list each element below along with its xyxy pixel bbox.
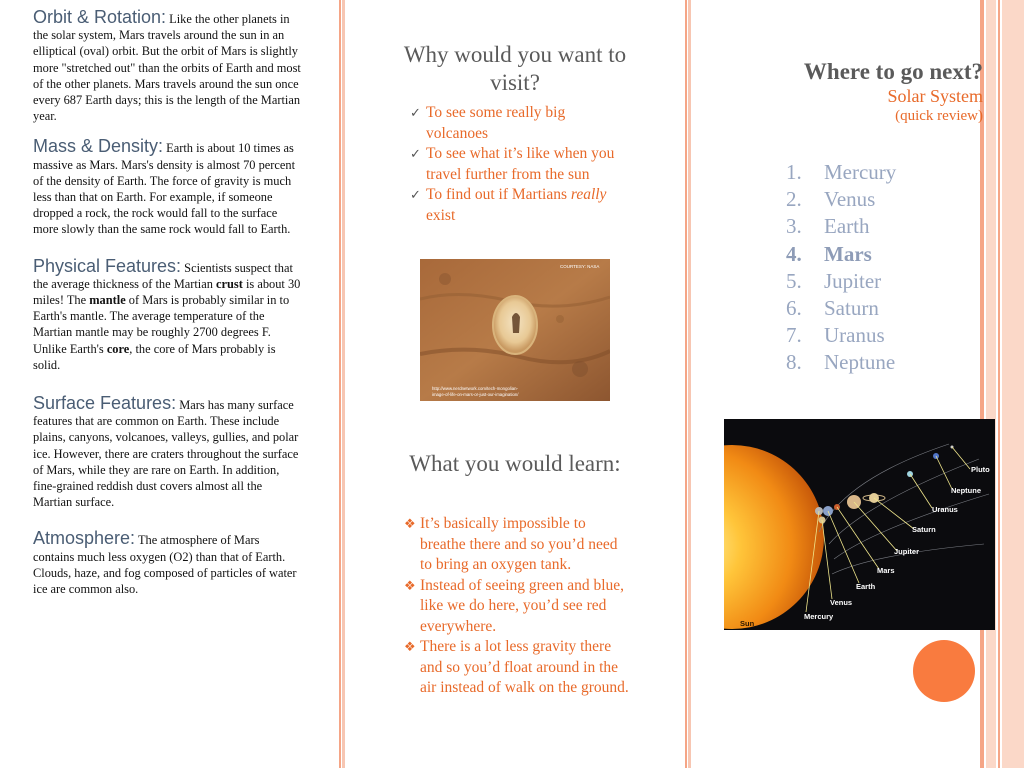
decor-stripe: [986, 0, 996, 768]
diagram-label: Neptune: [951, 486, 981, 495]
planet-item-current: 4. Mars: [786, 241, 872, 266]
fact-section-mass: [33, 138, 301, 237]
section-heading: Mass & Density:: [33, 136, 164, 157]
planet-item: 7. Uranus: [786, 323, 885, 348]
column-divider: [685, 0, 691, 768]
diagram-label: Sun: [740, 619, 755, 628]
where-next-subtitle: Solar System: [887, 86, 983, 106]
diamond-bullet-icon: ❖: [404, 516, 416, 531]
photo-url-line: http://www.nerdnetwork.com/tech-mongolian-: [432, 386, 518, 391]
fact-section-physical: [33, 255, 301, 373]
diagram-label: Uranus: [932, 505, 958, 514]
list-item: ❖ It’s basically impossible to breathe there and so you’d need to bring an oxygen tank.: [404, 515, 618, 573]
checkmark-icon: ✓: [410, 187, 421, 202]
section-heading: Physical Features:: [33, 255, 182, 276]
list-item: ✓ To see some really big volcanoes: [410, 104, 566, 142]
visit-reasons-list: [406, 103, 621, 226]
fact-section-surface: [33, 395, 301, 510]
learn-title: What you would learn:: [409, 451, 621, 476]
diagram-label: Earth: [856, 582, 876, 591]
diagram-label: Venus: [830, 598, 853, 607]
list-item: ❖ There is a lot less gravity there and so you’d float around in the air instead of walk on the ground.: [404, 638, 629, 696]
planet-item: 5. Jupiter: [786, 268, 882, 293]
diamond-bullet-icon: ❖: [404, 577, 416, 593]
list-item: ✓ To find out if Martians really exist: [410, 186, 607, 224]
mars-facts-column: [33, 9, 301, 611]
section-text: Like the other planets in the solar system, Mars travels around the sun in an elliptical (oval) orbit. But the orbit of Mars is slightly more "stretched out" than the orbits of Earth and most of the other planets. Mars travels around the sun once every 687 Earth days; this is the length of the Martian year.: [33, 12, 301, 124]
list-item: ❖ Instead of seeing green and blue, like we do here, you’d see red everywhere.: [404, 576, 625, 635]
fact-section-orbit: [33, 9, 301, 124]
photo-url-line: image-of-life-on-mars-or-just-our-imagination/: [432, 392, 519, 397]
where-next-header: [804, 58, 983, 126]
section-text: Mars has many surface features that are common on Earth. These include plains, canyons, volcanoes, valleys, gullies, and polar ice. However, there are craters throughout the surface of Mars, while they are rare on Earth. In addition, fine-grained reddish dust covers almost all the Martian surface.: [33, 398, 299, 510]
photo-credit: COURTESY: NASA: [560, 264, 600, 269]
diagram-label: Saturn: [912, 525, 936, 534]
section-heading: Orbit & Rotation:: [33, 7, 167, 27]
planet-list: [786, 159, 896, 377]
checkmark-icon: ✓: [410, 146, 421, 161]
photo-url: [432, 386, 519, 397]
section-text: Earth is about 10 times as massive as Mars. Mars's density is almost 70 percent of the density of Earth. The force of gravity is much less than that on Earth. For example, if someone dropped a rock, the rock would fall to the surface more slowly than the same rock would fall to Earth.: [33, 141, 296, 237]
planet-item: 8. Neptune: [786, 350, 896, 375]
where-next-title: Where to go next?: [803, 59, 983, 84]
checkmark-icon: ✓: [410, 105, 421, 120]
solar-system-diagram: [724, 419, 995, 630]
planet-item: 2. Venus: [786, 187, 876, 212]
where-next-note: (quick review): [895, 108, 983, 124]
diagram-label: Pluto: [971, 465, 990, 474]
section-text: The atmosphere of Mars contains much less oxygen (O2) than that of Earth. Clouds, haze, and fog composed of particles of water ice are common also.: [33, 533, 297, 597]
decor-stripe: [1002, 0, 1024, 768]
decor-circle: [913, 640, 975, 702]
section-heading: Atmosphere:: [33, 528, 136, 549]
fact-section-atmosphere: [33, 530, 301, 597]
diagram-label: Jupiter: [894, 547, 920, 556]
visit-title: Why would you want to visit?: [403, 42, 627, 95]
column-divider: [339, 0, 345, 768]
mars-surface-photo: [420, 259, 610, 401]
learn-list: [400, 514, 630, 699]
planet-item: 3. Earth: [786, 214, 870, 239]
planet-item: 6. Saturn: [786, 296, 879, 321]
section-text: Scientists suspect that the average thickness of the Martian crust is about 30 miles! The mantle of Mars is probably similar in to Earth's mantle. The average temperature of the Martian mantle may be roughly 2700 degrees F. Unlike Earth's core, the core of Mars probably is solid.: [33, 260, 301, 372]
diamond-bullet-icon: ❖: [404, 639, 416, 654]
planet-item: 1. Mercury: [786, 160, 897, 184]
diagram-label: Mars: [877, 566, 895, 575]
diagram-label: Mercury: [804, 612, 834, 621]
decor-stripe: [998, 0, 1000, 768]
section-heading: Surface Features:: [33, 393, 177, 414]
list-item: ✓ To see what it’s like when you travel further from the sun: [410, 145, 615, 183]
